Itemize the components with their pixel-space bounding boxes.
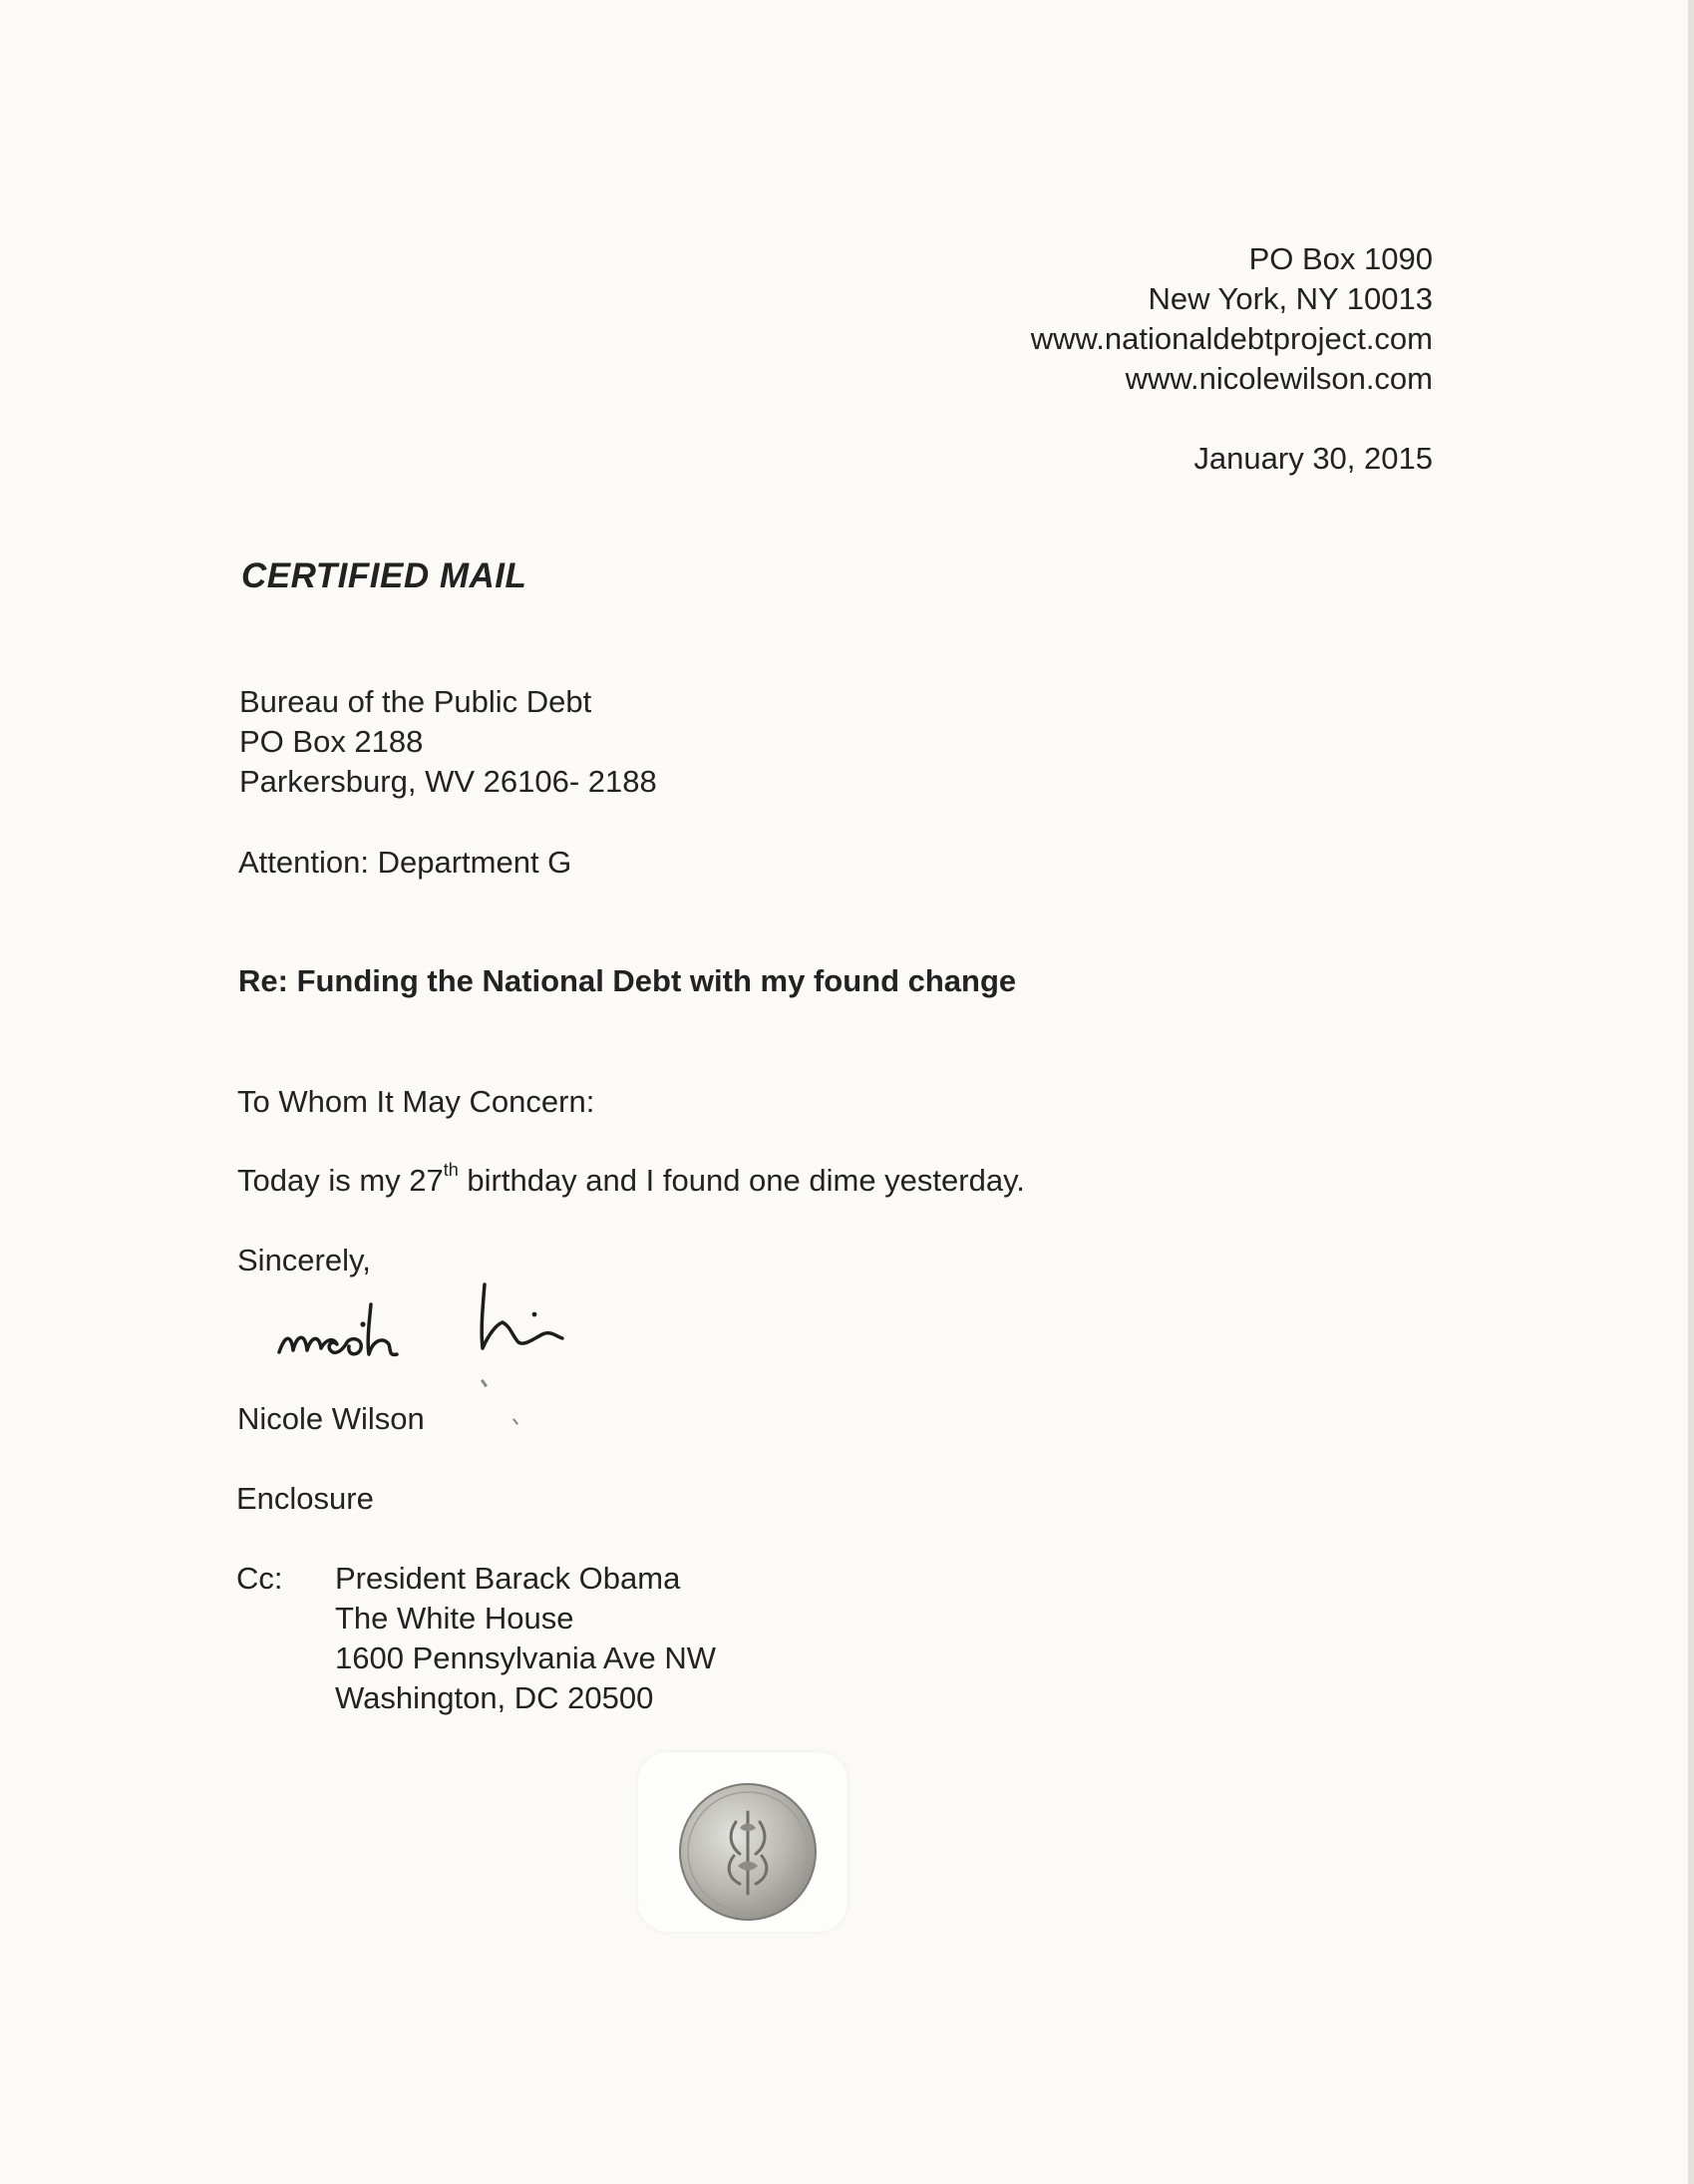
body-text-start: Today is my 27 xyxy=(237,1163,444,1198)
attention-line: Attention: Department G xyxy=(238,845,572,880)
ordinal-suffix: th xyxy=(443,1159,459,1180)
sender-address-line: PO Box 1090 xyxy=(1248,241,1433,276)
cc-line: 1600 Pennsylvania Ave NW xyxy=(335,1640,716,1675)
handwritten-signature xyxy=(267,1265,636,1374)
body-text-end: birthday and I found one dime yesterday. xyxy=(458,1163,1025,1198)
sender-address xyxy=(1031,239,1433,399)
letter-body xyxy=(237,1161,1025,1201)
closing: Sincerely, xyxy=(237,1243,371,1277)
sender-address-line: New York, NY 10013 xyxy=(1148,281,1433,316)
signer-name: Nicole Wilson xyxy=(237,1401,425,1436)
sender-website-line: www.nationaldebtproject.com xyxy=(1030,321,1433,356)
cc-label: Cc: xyxy=(236,1561,283,1596)
cc-line: Washington, DC 20500 xyxy=(335,1680,654,1715)
letter-date: January 30, 2015 xyxy=(1193,441,1433,476)
recipient-address-line: PO Box 2188 xyxy=(239,724,424,759)
sender-website-line: www.nicolewilson.com xyxy=(1125,361,1433,396)
certified-mail-heading: CERTIFIED MAIL xyxy=(241,556,527,595)
cc-recipient xyxy=(335,1559,716,1718)
recipient-address-line: Bureau of the Public Debt xyxy=(239,684,592,719)
cc-line: President Barack Obama xyxy=(335,1561,681,1596)
enclosure-note: Enclosure xyxy=(236,1481,374,1516)
paper-speck xyxy=(481,1379,488,1387)
salutation: To Whom It May Concern: xyxy=(237,1084,595,1119)
recipient-address xyxy=(239,682,657,802)
cc-line: The White House xyxy=(335,1601,574,1636)
subject-line: Re: Funding the National Debt with my found change xyxy=(238,963,1017,998)
recipient-address-line: Parkersburg, WV 26106- 2188 xyxy=(239,764,657,799)
paper-speck xyxy=(512,1418,518,1425)
dime-coin-icon xyxy=(678,1782,818,1922)
